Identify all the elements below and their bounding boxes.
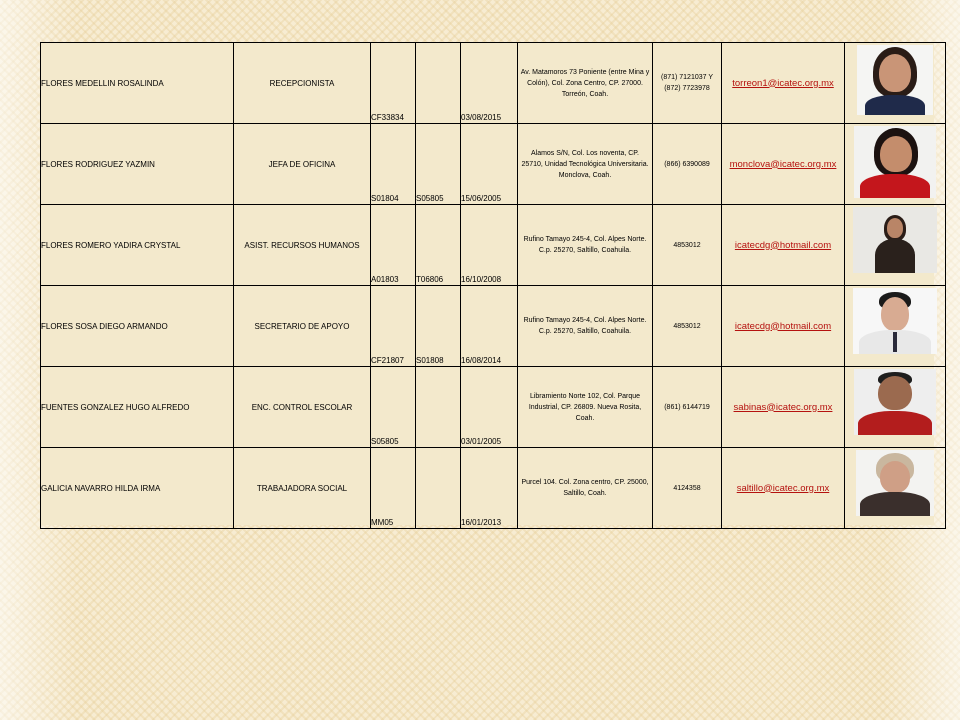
employee-start-date: 15/06/2005	[461, 124, 518, 205]
employee-start-date: 16/01/2013	[461, 448, 518, 529]
photo-cell	[845, 367, 946, 448]
photo-cell	[845, 124, 946, 205]
employee-code-secondary	[416, 448, 461, 529]
employee-code-primary: S01804	[371, 124, 416, 205]
woman-portrait-icon	[854, 126, 936, 198]
email-cell	[722, 205, 845, 286]
photo-cell	[845, 43, 946, 124]
employee-code-secondary	[416, 43, 461, 124]
email-link[interactable]: torreon1@icatec.org.mx	[732, 77, 834, 89]
table-row	[41, 286, 946, 367]
employee-name: FLORES MEDELLIN ROSALINDA	[41, 43, 234, 124]
employee-start-date: 16/10/2008	[461, 205, 518, 286]
employee-code-secondary: S01808	[416, 286, 461, 367]
employee-role: TRABAJADORA SOCIAL	[234, 448, 371, 529]
photo-cell	[845, 205, 946, 286]
email-cell	[722, 43, 845, 124]
office-address: Rufino Tamayo 245-4, Col. Alpes Norte. C.p. 25270, Saltillo, Coahuila.	[518, 205, 653, 286]
employee-start-date: 16/08/2014	[461, 286, 518, 367]
office-address: Rufino Tamayo 245-4, Col. Alpes Norte. C.p. 25270, Saltillo, Coahuila.	[518, 286, 653, 367]
office-address: Purcel 104. Col. Zona centro, CP. 25000, Saltillo, Coah.	[518, 448, 653, 529]
office-address: Av. Matamoros 73 Poniente (entre Mina y Colón), Col. Zona Centro, CP. 27000. Torreón, Coah.	[518, 43, 653, 124]
office-address: Libramiento Norte 102, Col. Parque Industrial, CP. 26809. Nueva Rosita, Coah.	[518, 367, 653, 448]
employee-name: GALICIA NAVARRO HILDA IRMA	[41, 448, 234, 529]
email-link[interactable]: monclova@icatec.org.mx	[729, 158, 837, 170]
employee-role: RECEPCIONISTA	[234, 43, 371, 124]
office-phone: (861) 6144719	[653, 367, 722, 448]
employee-code-secondary: S05805	[416, 124, 461, 205]
email-link[interactable]: icatecdg@hotmail.com	[734, 239, 832, 251]
table-row	[41, 205, 946, 286]
office-phone: 4124358	[653, 448, 722, 529]
email-cell	[722, 448, 845, 529]
woman-portrait-icon	[857, 45, 933, 115]
employee-name: FLORES SOSA DIEGO ARMANDO	[41, 286, 234, 367]
woman-portrait-icon	[856, 450, 934, 516]
employee-role: ASIST. RECURSOS HUMANOS	[234, 205, 371, 286]
email-cell	[722, 367, 845, 448]
employee-code-primary: S05805	[371, 367, 416, 448]
employee-role: JEFA DE OFICINA	[234, 124, 371, 205]
employee-name: FLORES RODRIGUEZ YAZMIN	[41, 124, 234, 205]
employee-name: FUENTES GONZALEZ HUGO ALFREDO	[41, 367, 234, 448]
office-phone: (871) 7121037 Y (872) 7723978	[653, 43, 722, 124]
email-cell	[722, 124, 845, 205]
table-row	[41, 367, 946, 448]
table-row	[41, 43, 946, 124]
table-row	[41, 124, 946, 205]
employee-name: FLORES ROMERO YADIRA CRYSTAL	[41, 205, 234, 286]
woman-portrait-icon	[853, 207, 937, 273]
employee-code-primary: CF21807	[371, 286, 416, 367]
email-cell	[722, 286, 845, 367]
email-link[interactable]: saltillo@icatec.org.mx	[736, 482, 830, 494]
man-portrait-icon	[854, 369, 936, 435]
employee-code-primary: MM05	[371, 448, 416, 529]
employee-role: SECRETARIO DE APOYO	[234, 286, 371, 367]
employee-role: ENC. CONTROL ESCOLAR	[234, 367, 371, 448]
employee-code-secondary	[416, 367, 461, 448]
employee-code-secondary: T06806	[416, 205, 461, 286]
table-row	[41, 448, 946, 529]
office-phone: 4853012	[653, 205, 722, 286]
staff-directory-table	[40, 42, 946, 529]
email-link[interactable]: sabinas@icatec.org.mx	[733, 401, 833, 413]
office-address: Alamos S/N, Col. Los noventa, CP. 25710, Unidad Tecnológica Universitaria. Monclova, Coah.	[518, 124, 653, 205]
employee-code-primary: CF33834	[371, 43, 416, 124]
office-phone: 4853012	[653, 286, 722, 367]
employee-start-date: 03/08/2015	[461, 43, 518, 124]
photo-cell	[845, 286, 946, 367]
employee-code-primary: A01803	[371, 205, 416, 286]
photo-cell	[845, 448, 946, 529]
email-link[interactable]: icatecdg@hotmail.com	[734, 320, 832, 332]
employee-start-date: 03/01/2005	[461, 367, 518, 448]
man-portrait-icon	[853, 288, 937, 354]
office-phone: (866) 6390089	[653, 124, 722, 205]
